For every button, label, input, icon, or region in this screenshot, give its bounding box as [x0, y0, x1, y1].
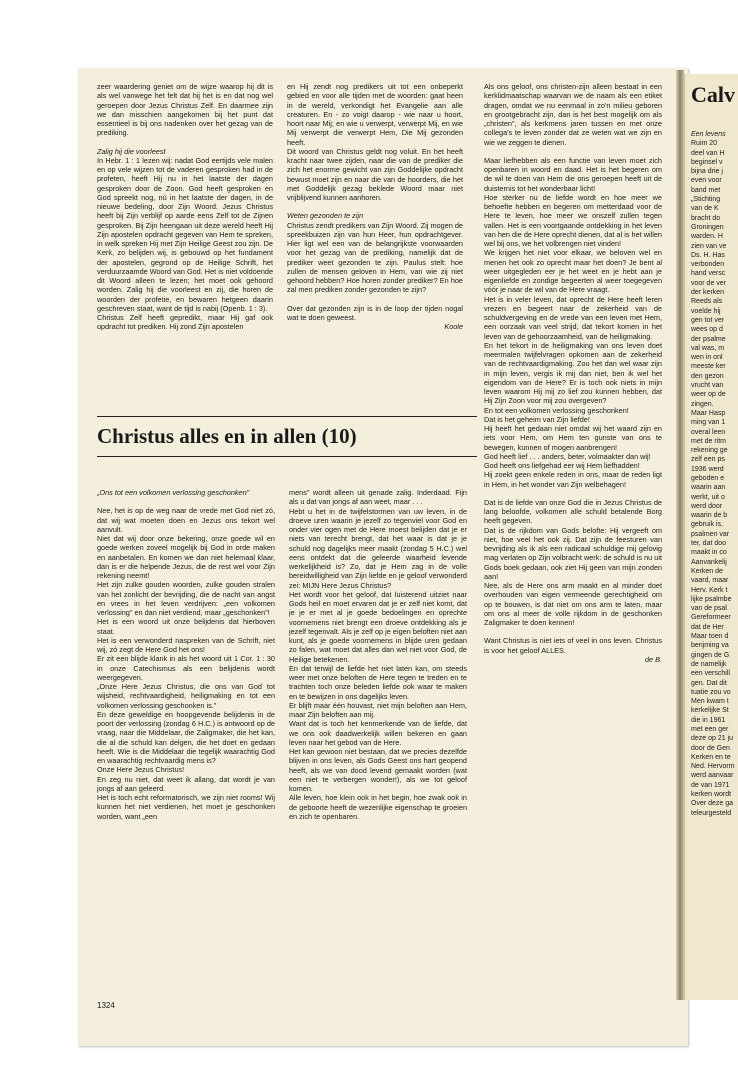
adjacent-page-line: Maar toen d — [691, 633, 729, 641]
adjacent-page-line: Over deze ga — [691, 800, 734, 808]
adjacent-page-line: kerkelijke St — [691, 707, 729, 715]
adjacent-page-line: teleurgesteld — [691, 809, 732, 817]
adjacent-page-line: zelf een ps — [691, 456, 725, 464]
paragraph: Christus zendt predikers van Zijn Woord. Zij mogen de spreekbuizen zijn van hun Heer, hun opdrachtgever. Hier ligt wel een van de belangrijkste voorwaarden voor het gezag van de prediking, namelijk dat de prediker weet gezonden te zijn. Paulus stelt: hoe zullen de mensen geloven in Hem, van wie zij niet gehoord hebben? Hoe horen zonder prediker? En hoe zal men prediken zonder gezonden te zijn? — [287, 220, 463, 295]
paragraph: Hoe sterker nu de liefde wordt en hoe meer we behoefte hebben en begeren om metterdaad voor de Here te leven, hoe meer we onszelf zullen tegen vallen. Het is een voortgaande ontdekking in het leven van hen die de Here oprecht dienen, dat al is het willen wel bij ons, we het volbrengen niet vinden! — [484, 192, 662, 248]
adjacent-page-line: waarin de b — [691, 512, 728, 520]
adjacent-page-line: Reeds als — [691, 298, 723, 306]
paragraph: Hij zoekt geen enkele reden in ons, maar de reden ligt in Hem, in het wonder van Zijn welbehagen! — [484, 470, 662, 489]
paragraph: en Hij zendt nog predikers uit tot een onbeperkt gebied en voor alle tijden met de woorden: gaat heen in de wereld, verkondigt het Evangelie aan alle creaturen. En - zo voigt daarop - wie naar u hoort, hoort naar Mij; en wie u verwerpt, verwerpt Mij, en wie Mij verwerpt die verwerpt Hem, Die Mij gezonden heeft. — [287, 82, 463, 147]
paragraph: „Onze Here Jezus Christus, die ons van God tot wijsheid, rechtvaardigheid, heiligmaking en tot een volkomen verlossing geschonken is." — [97, 682, 275, 710]
adjacent-page-line: val was, m — [691, 344, 725, 352]
adjacent-page-line: weer op de — [691, 391, 726, 399]
adjacent-page-line: wen in onl — [691, 354, 723, 362]
adjacent-page-line: band met — [691, 186, 721, 194]
adjacent-page-line: der kerken — [691, 289, 725, 297]
adjacent-page-line: beginsel v — [691, 158, 723, 166]
bottom-column-2 — [289, 488, 467, 878]
paragraph: Het is een verwonderd naspreken van de Schrift, niet wij, zó zegt de Here God het ons! — [97, 635, 275, 654]
adjacent-page-line: voor de ver — [691, 279, 727, 287]
adjacent-page-title: Calv — [691, 82, 735, 107]
adjacent-page-line: een verschill — [691, 670, 730, 678]
adjacent-page-text — [691, 130, 738, 818]
adjacent-page-line: Herv. Kerk t — [691, 586, 728, 594]
adjacent-page-line: met een ger — [691, 726, 729, 733]
adjacent-page-line: gen. Dat dit — [691, 679, 727, 687]
paragraph: zeer waardering geniet om de wijze waarop hij dit is als wel vanwege het felt dat hij het is en dat nog wel geroepen door Jezus Christus Zelf. En daarmee zijn we dan misschien aangekomen bij het punt dat essentieel is bij ons nadenken over het gezag van de prediking. — [97, 82, 273, 138]
paragraph: Onze Here Jezus Christus! — [97, 765, 185, 775]
adjacent-page-line: deze op 21 ju — [691, 735, 734, 743]
paragraph: Want dat is toch het kenmerkende van de liefde, dat we ons ook daadwerkelijk willen bekeren en gaan leven naar het gebod van de Here. — [289, 719, 467, 747]
adjacent-page-line: Kerken en te — [691, 753, 731, 761]
paragraph: Als ons geloof, ons christen-zijn alleen bestaat in een kerklidmaatschap waarvan we de naam als een etiket dragen, omdat we nu eenmaal in zo'n milieu geboren en grootgebracht zijn, dan is het best mogelijk om als „christen", als kerkmens jaren tussen en met onze collega's te leven zonder dat ze weten wat we zijn en wie we zeggen te dienen. — [484, 82, 662, 147]
author-signature: de B. — [644, 654, 662, 664]
adjacent-page-line: bracht do — [691, 214, 721, 222]
adjacent-page-line: psalmen var — [691, 530, 730, 538]
adjacent-page-line: tuatie zou vo — [691, 688, 731, 696]
paragraph: In Hebr. 1 : 1 lezen wij: nadat God eertijds vele malen en op vele wijzen tot de vaderen gesproken had in de profeten, heeft Hij nu in het laatste der dagen gesproken door de Zoon. God heeft gesproken en God spreekt nog, nú in het laatste der dagen, in de nieuwe bedeling, door Zijn Woord. Jezus Christus heeft bij Zijn verblijf op aarde eens Zelf tot de Zijnen gesproken. Bij Zijn heengaan uit deze wereld heeft Hij Zijn apostelen opdracht gegeven van Hem te spreken, in welk spreken Hij met Zijn Heilige Geest zou zijn. De Kerk, zo belijden wij, is gebouwd op het fundament der apostelen, gegrond op de Heilige Schrift, het verduurzaamde Woord van God. Het is niet voldoende dit Woord alleen te lezen; het moet ook gehoord worden. Zalig hij die voorleest en zij, die horen de woorden der profetie, en bewaren hetgeen daarin geschreven staat, want de tijd is nabij (Openb. 1 : 3). — [97, 155, 273, 313]
adjacent-page-line: Ned. Hervorm — [691, 763, 735, 771]
adjacent-page-line: overal leen — [691, 428, 726, 436]
paragraph: Het is toch echt reformatorisch, we zijn niet rooms! Wij kunnen het niet verdienen, het moet je geschonken worden, want „een — [97, 793, 275, 821]
adjacent-page-line: waarin aan — [691, 484, 726, 492]
adjacent-page-line: gebruik is, — [691, 521, 723, 529]
title-rule-top — [97, 416, 477, 417]
subheading: Zalig hij die voorleest — [97, 146, 166, 156]
adjacent-page-line: van de psal — [691, 605, 727, 613]
paragraph: Dat is de rijkdom van Gods belofte: Hij vergeeft om niet, hoe veel het ook zij. Dat zijn de feesturen van bevrijding als ik als een radicaal schuldige mij gelovig mag verlaten op Zijn volbracht werk: de schuld is nu uit Gods boek gedaan, ook ziet Hij geen van mijn zonden aan! — [484, 525, 662, 581]
adjacent-page-line: Een levens — [691, 131, 726, 138]
paragraph: Het kan gewoon niet bestaan, dat we precies dezelfde blijven in ons leven, als Gods Geest ons hart geopend heeft, als we van dood levend gemaakt worden (wat een niet te verbergen wonder!), als we tot geloof komen. — [289, 747, 467, 793]
adjacent-page-line: Maar Hasp — [691, 409, 726, 417]
paragraph: Hebt u het in de twijfelstormen van uw leven, in de droeve uren waarin je jezelf zo tegenviel voor God en onder vier ogen met de Here moest belijden dat je er niets van terecht brengt, dat het waar is dat je je schuld nog dagelijks meer maakt (zondag 5 H.C.) wel eens ontdekt dat die geleerde waarheid levende werkelijkheid is? Zo, dat je Hem zag in de volle bereidwilligheid van Zijn liefde en je geloof verwonderd zei: MIJN Here Jezus Christus? — [289, 506, 467, 590]
paragraph: Dat is het geheim van Zijn liefde! — [484, 414, 590, 424]
adjacent-page-line: gingen de G — [691, 651, 730, 659]
paragraph: Alle leven, hoe klein ook in het begin, hoe zwak ook in de geboorte heeft de wezenlijke eigenschap te groeien en zich te openbaren. — [289, 793, 467, 821]
paragraph: Christus Zelf heeft gepredikt, maar Hij gaf ook opdracht tot prediken. Hij zond Zijn apostelen — [97, 313, 273, 332]
adjacent-page-line: de van 1971 — [691, 781, 730, 789]
adjacent-page-line: van de K — [691, 205, 719, 213]
paragraph: Er blijft maar één houvast, niet mijn beloften aan Hem, maar Zijn beloften aan mij. — [289, 700, 467, 719]
adjacent-page-line: warden. H — [691, 233, 723, 241]
page-number: 1324 — [97, 1001, 115, 1010]
adjacent-page-line: die in 1961 — [691, 716, 726, 724]
adjacent-page-line: Ds. H. Has — [691, 251, 725, 259]
paragraph: En deze geweldige en hoopgevende belijdenis in de poort der verlossing (zondag 6 H.C.) is antwoord op de vraag, naar die Middelaar, die Zaligmaker, die het kan, die al die schuld kan delgen, die het doet en gedaan heeft. Wie is die Middelaar die tegelijk waarachtig God en waarachtig rechtvaardig mens is? — [97, 709, 275, 765]
adjacent-page-line: 1936 werd — [691, 465, 724, 473]
adjacent-page-line: bijna drie j — [691, 168, 723, 176]
adjacent-page-line: Gereformeer — [691, 614, 731, 622]
adjacent-page-line: verbonden — [691, 261, 725, 269]
adjacent-page-line: werd aanvaar — [691, 772, 734, 780]
subheading: Weten gezonden te zijn — [287, 211, 364, 221]
paragraph: Nee, het is op de weg naar de vrede met God niet zó, dat wij wat moeten doen en Jezus ons tekort wel aanvult. — [97, 506, 275, 534]
adjacent-page-line: zien van ve — [691, 242, 727, 250]
adjacent-page-line: kerken wordt — [691, 791, 732, 799]
adjacent-page-line: Aanvankelij — [691, 558, 727, 566]
adjacent-page-line: meeste ker — [691, 363, 726, 371]
top-column-1 — [97, 82, 273, 402]
paragraph: Hij heeft het gedaan niet omdat wij het waard zijn en iets voor Hem, om Hem ten gunste van ons te bewegen, kunnen of mogen aanbrengen! — [484, 424, 662, 452]
paragraph: Want Christus is niet iets of veel in ons leven. Christus is voor het geloof ALLES. — [484, 636, 662, 655]
adjacent-page-line: de namelijk — [691, 660, 727, 668]
adjacent-page-line: wees op d — [691, 326, 723, 334]
adjacent-page-line: geboden e — [691, 474, 725, 482]
paragraph: Over dat gezonden zijn is in de loop der tijden nogal wat te doen geweest. — [287, 303, 463, 322]
adjacent-page-line: ming van 1 — [691, 419, 726, 427]
paragraph: We krijgen het niet voor elkaar, we beloven wel en menen het ook zo oprecht maar het doen? Je bent al weer uitgegleden eer je het weet en je hebt aan je eigenliefde en zondige begeerten al weer toegegeven vóór je naar de wil van de Here vraagt. — [484, 248, 662, 295]
top-column-2 — [287, 82, 463, 372]
adjacent-page-line: door de Gen — [691, 744, 730, 752]
adjacent-page-line: vaard, maar — [691, 577, 729, 585]
paragraph: God heeft lief . . . anders, beter, volmaakter dan wij! — [484, 451, 651, 461]
paragraph: En zeg nu niet, dat weet ik allang, dat wordt je van jongs af aan geleerd. — [97, 774, 275, 793]
adjacent-page-line: even voor — [691, 177, 722, 185]
adjacent-page — [683, 74, 738, 1000]
adjacent-page-line: gen tot ver — [691, 316, 725, 324]
adjacent-page-line: zingen. — [691, 400, 714, 408]
adjacent-page-line: rekening ge — [691, 447, 728, 455]
paragraph: Dit woord van Christus geldt nog voluit. En het heeft kracht naar twee zijden, naar die van de prediker die zich het enorme gewicht van zijn Goddelijke opdracht bewust moet zijn en naar die van de hoorders, die het met Goddelijk gezag beklede Woord maar niet vrijblijvend kunnen aanhoren. — [287, 146, 463, 202]
paragraph: Het is een woord uit onze belijdenis dat hierboven staat. — [97, 617, 275, 636]
paragraph: Het zijn zulke gouden woorden, zulke gouden stralen van het zonlicht der bevrijding, die de nacht van angst en vrees in het leven verdrijven: „een volkomen verlossing" en dan niet verdiend, maar „geschonken"! — [97, 580, 275, 617]
adjacent-page-line: vrucht van — [691, 382, 724, 390]
paragraph: En tot een volkomen verlossing geschonken! — [484, 405, 629, 415]
paragraph: En dat terwijl de liefde het niet laten kan, om steeds weer met onze beloften de Here tegen te treden en te trachten toch onze beleden liefde ook waar te maken en te bewijzen in ons dagelijks leven. — [289, 663, 467, 701]
paragraph: Het wordt voor het geloof, dat luisterend uitziet naar Gods heil en moet ervaren dat je er zelf niet komt, dat je je er met al je goede bedoelingen en oprechte voornemens niet brengt een droeve ontdekking als je jezelf tegenvalt. Als je zelf op je eigen beloften niet aan kunt, als je goede voornemens in blijde uren gedaan zo falen, wat moet dat alles dan wel niet voor God, de Heilige betekenen. — [289, 589, 467, 664]
author-signature: Koole — [444, 322, 463, 331]
paragraph: Er zit een blijde klank in als het woord uit 1 Cor. 1 : 30 in onze Catechismus als een belijdenis wordt weergegeven. — [97, 654, 275, 682]
adjacent-page-line: Kerken de — [691, 567, 723, 575]
right-column — [484, 82, 662, 874]
paragraph: Maar liefhebben als een functie van leven moet zich openbaren in woord en daad. Het is het begeren om de wil te doen van Hem die ons geroepen heeft uit de duisternis tot het wonderbaar licht! — [484, 155, 662, 193]
paragraph: Dat is de liefde van onze God die in Jezus Christus de lang beloofde, volkomen alle schuld betalende Borg heeft gegeven. — [484, 497, 662, 526]
adjacent-page-line: berijming va — [691, 642, 729, 650]
adjacent-page-line: maakt in co — [691, 549, 727, 557]
paragraph: Niet dat wij door onze bekering, onze goede wil en goede werken zoveel mogelijk bij God in orde maken en aanbetalen. En komen we dan niet helemaal klaar, dan is er die helpende Jezus, die de rest wel voor Zijn rekening neemt! — [97, 534, 275, 580]
adjacent-page-line: Ruim 20 — [691, 140, 718, 148]
adjacent-page-line: ter, dat doo — [691, 540, 727, 548]
paragraph: En het tekort in de heiligmaking van ons leven doet meermalen twijfelvragen opkomen aan de zekerheid van de rechtvaardigmaking. Zou het dan wel waar zijn in mijn leven, vergis ik mij dan niet, ben ik wel het eigendom van de Here? Er is toch ook niets in mijn leven waarom Hij mij zo lief zou kunnen hebben, dat Hij Zijn Zoon voor mij zou overgeven? — [484, 340, 662, 406]
adjacent-page-line: hand versc — [691, 270, 726, 278]
adjacent-page-line: den gezon — [691, 372, 724, 380]
paragraph: God heeft ons liefgehad eer wij Hem liefhadden! — [484, 461, 640, 470]
article-title: Christus alles en in allen (10) — [97, 424, 357, 448]
adjacent-page-line: deel van H — [691, 149, 725, 157]
adjacent-page-line: werd door — [691, 502, 723, 510]
quote-subtitle: „Ons tot een volkomen verlossing geschonken" — [97, 488, 250, 497]
paragraph: Nee, als de Here ons arm maakt en al minder doet overhouden van eigen vermeende gerechtigheid om op te bouwen, is dat niet om ons arm te laten, maar om ons al meer de volle rijkdom in de geschonken Zaligmaker te doen kennen! — [484, 581, 662, 627]
adjacent-page-line: „Stichting — [691, 196, 721, 204]
adjacent-page-line: Groningen — [691, 223, 724, 231]
adjacent-page-line: lijke psalmbe — [691, 595, 732, 603]
adjacent-page-line: der psalme — [691, 335, 726, 343]
adjacent-page-line: met de ritm — [691, 437, 727, 445]
paragraph: mens" wordt alleen uit genade zalig. Inderdaad. Fijn als u dat van jongs af aan weet, maar . . . — [289, 488, 467, 507]
adjacent-page-line: Men kwam t — [691, 698, 729, 706]
title-rule-bottom — [97, 456, 477, 457]
bottom-column-1 — [97, 488, 275, 878]
paragraph: Het is in veler leven, dat oprecht de Here heeft leren vrezen en begeert naar de zekerheid van de schuldvergeving en de vrede van een leven met Hem, een oorzaak van veel strijd, dat tekort komen in het leven van de gehoorzaamheid, van de heiligmaking. — [484, 294, 662, 341]
adjacent-page-line: werkt, uit o — [691, 493, 725, 501]
adjacent-page-line: dat de Her — [691, 623, 724, 631]
adjacent-page-line: voelde hij — [691, 307, 721, 315]
